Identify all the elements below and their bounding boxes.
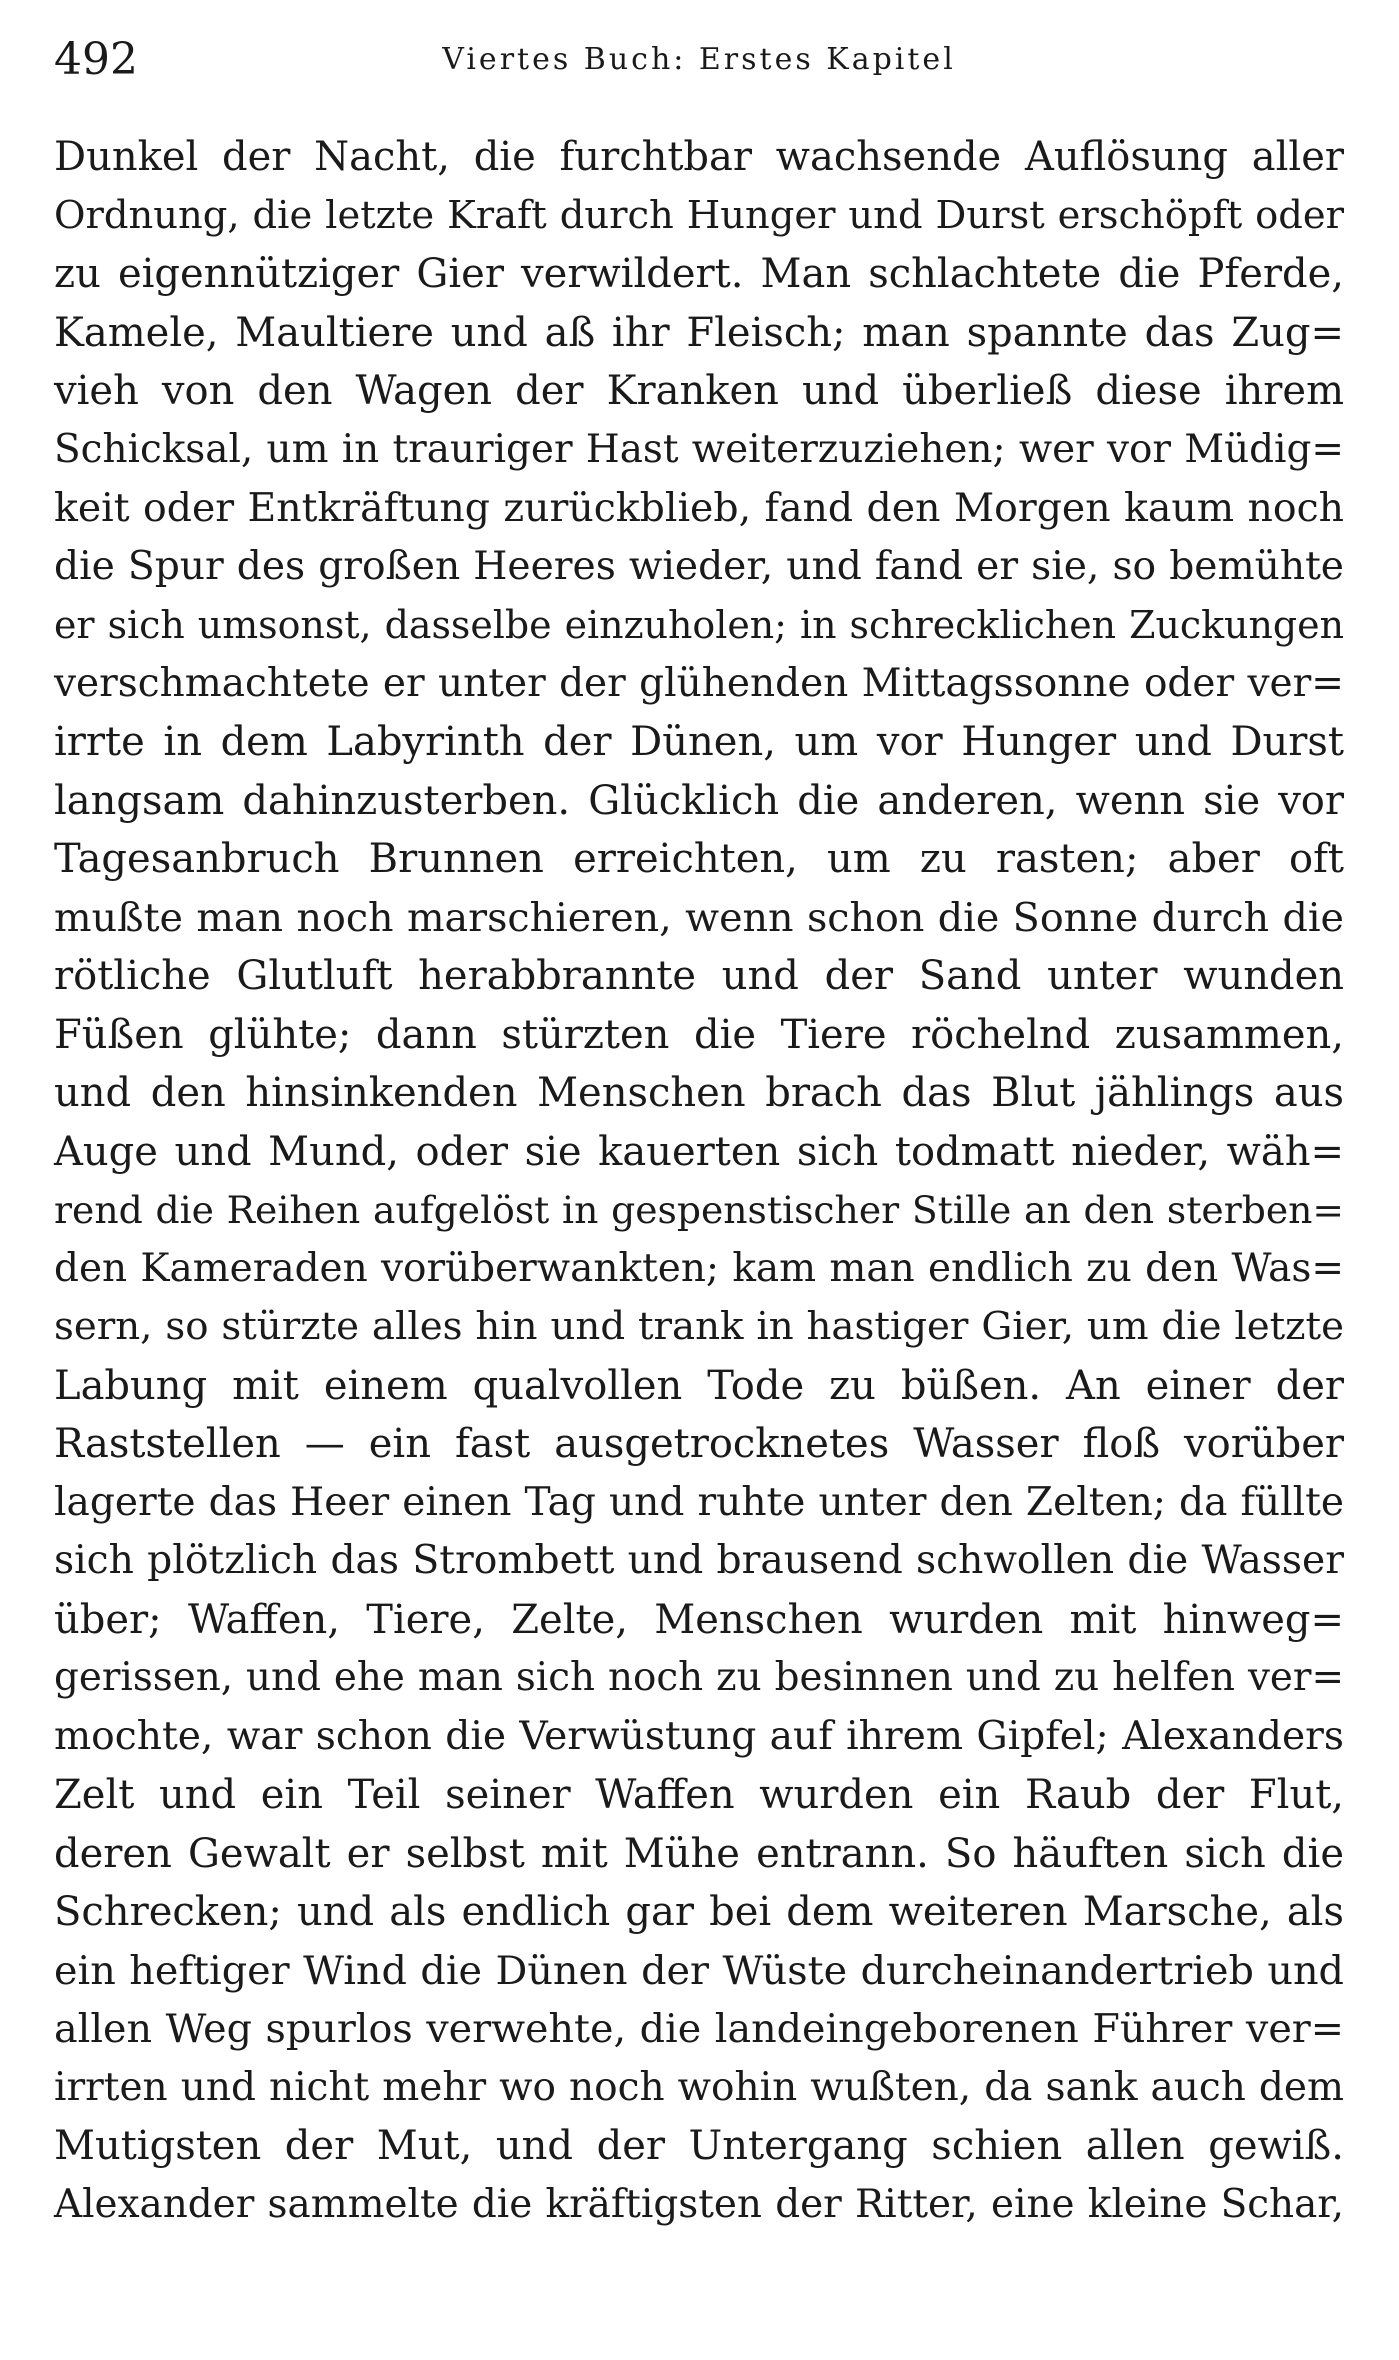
text-line: sern, so stürzte alles hin und trank in hastiger Gier, um die letzte <box>54 1304 1344 1349</box>
text-line: Ordnung, die letzte Kraft durch Hunger und Durst erschöpft oder <box>54 192 1344 238</box>
text-line: Schrecken; und als endlich gar bei dem weiteren Marsche, als <box>54 1889 1344 1935</box>
text-line: er sich umsonst, dasselbe einzuholen; in schrecklichen Zuckungen <box>54 603 1344 647</box>
text-line: und den hinsinkenden Menschen brach das Blut jählings aus <box>54 1070 1344 1116</box>
text-line: vieh von den Wagen der Kranken und überließ diese ihrem <box>54 368 1344 414</box>
page-number: 492 <box>54 34 138 85</box>
text-line: langsam dahinzusterben. Glücklich die anderen, wenn sie vor <box>54 777 1344 824</box>
text-line: lagerte das Heer einen Tag und ruhte unter den Zelten; da füllte <box>54 1479 1344 1525</box>
text-line: Labung mit einem qualvollen Tode zu büßen. An einer der <box>54 1362 1344 1409</box>
text-line: gerissen, und ehe man sich noch zu besinnen und zu helfen ver= <box>54 1655 1344 1700</box>
text-line: irrte in dem Labyrinth der Dünen, um vor Hunger und Durst <box>54 719 1344 765</box>
text-line: mußte man noch marschieren, wenn schon die Sonne durch die <box>54 894 1344 941</box>
text-line: Auge und Mund, oder sie kauerten sich todmatt nieder, wäh= <box>54 1128 1344 1175</box>
page-header <box>54 30 1344 90</box>
text-line: über; Waffen, Tiere, Zelte, Menschen wurden mit hinweg= <box>54 1596 1344 1643</box>
text-line: keit oder Entkräftung zurückblieb, fand den Morgen kaum noch <box>54 485 1344 531</box>
text-line: Zelt und ein Teil seiner Waffen wurden ein Raub der Flut, <box>54 1772 1344 1818</box>
text-line: zu eigennütziger Gier verwildert. Man schlachtete die Pferde, <box>54 251 1344 297</box>
text-line: ein heftiger Wind die Dünen der Wüste durcheinandertrieb und <box>54 1947 1344 1994</box>
text-line: die Spur des großen Heeres wieder, und fand er sie, so bemühte <box>54 543 1344 589</box>
text-line: sich plötzlich das Strombett und brausend schwollen die Wasser <box>54 1538 1344 1583</box>
text-line: deren Gewalt er selbst mit Mühe entrann. So häuften sich die <box>54 1830 1344 1877</box>
text-line: den Kameraden vorüberwankten; kam man endlich zu den Was= <box>54 1245 1344 1291</box>
text-line: Schicksal, um in trauriger Hast weiterzuziehen; wer vor Müdig= <box>54 426 1344 472</box>
text-line: rend die Reihen aufgelöst in gespenstischer Stille an den sterben= <box>54 1188 1344 1232</box>
text-line: Raststellen — ein fast ausgetrocknetes Wasser floß vorüber <box>54 1421 1344 1467</box>
text-line: Kamele, Maultiere und aß ihr Fleisch; man spannte das Zug= <box>54 309 1344 356</box>
text-line: rötliche Glutluft herabbrannte und der Sand unter wunden <box>54 953 1344 999</box>
text-line: Dunkel der Nacht, die furchtbar wachsende Auflösung aller <box>54 134 1344 180</box>
text-line: verschmachtete er unter der glühenden Mittagssonne oder ver= <box>54 660 1344 706</box>
text-line: irrten und nicht mehr wo noch wohin wußten, da sank auch dem <box>54 2064 1344 2110</box>
running-title: Viertes Buch: Erstes Kapitel <box>442 42 956 77</box>
text-line: Alexander sammelte die kräftigsten der Ritter, eine kleine Schar, <box>54 2181 1344 2227</box>
text-line: mochte, war schon die Verwüstung auf ihrem Gipfel; Alexanders <box>54 1713 1344 1759</box>
text-line: allen Weg spurlos verwehte, die landeingeborenen Führer ver= <box>54 2006 1344 2052</box>
text-line: Tagesanbruch Brunnen erreichten, um zu rasten; aber oft <box>54 836 1344 882</box>
text-line: Füßen glühte; dann stürzten die Tiere röchelnd zusammen, <box>54 1011 1344 1058</box>
body-text <box>54 128 1344 2234</box>
text-line: Mutigsten der Mut, und der Untergang schien allen gewiß. <box>54 2123 1344 2169</box>
